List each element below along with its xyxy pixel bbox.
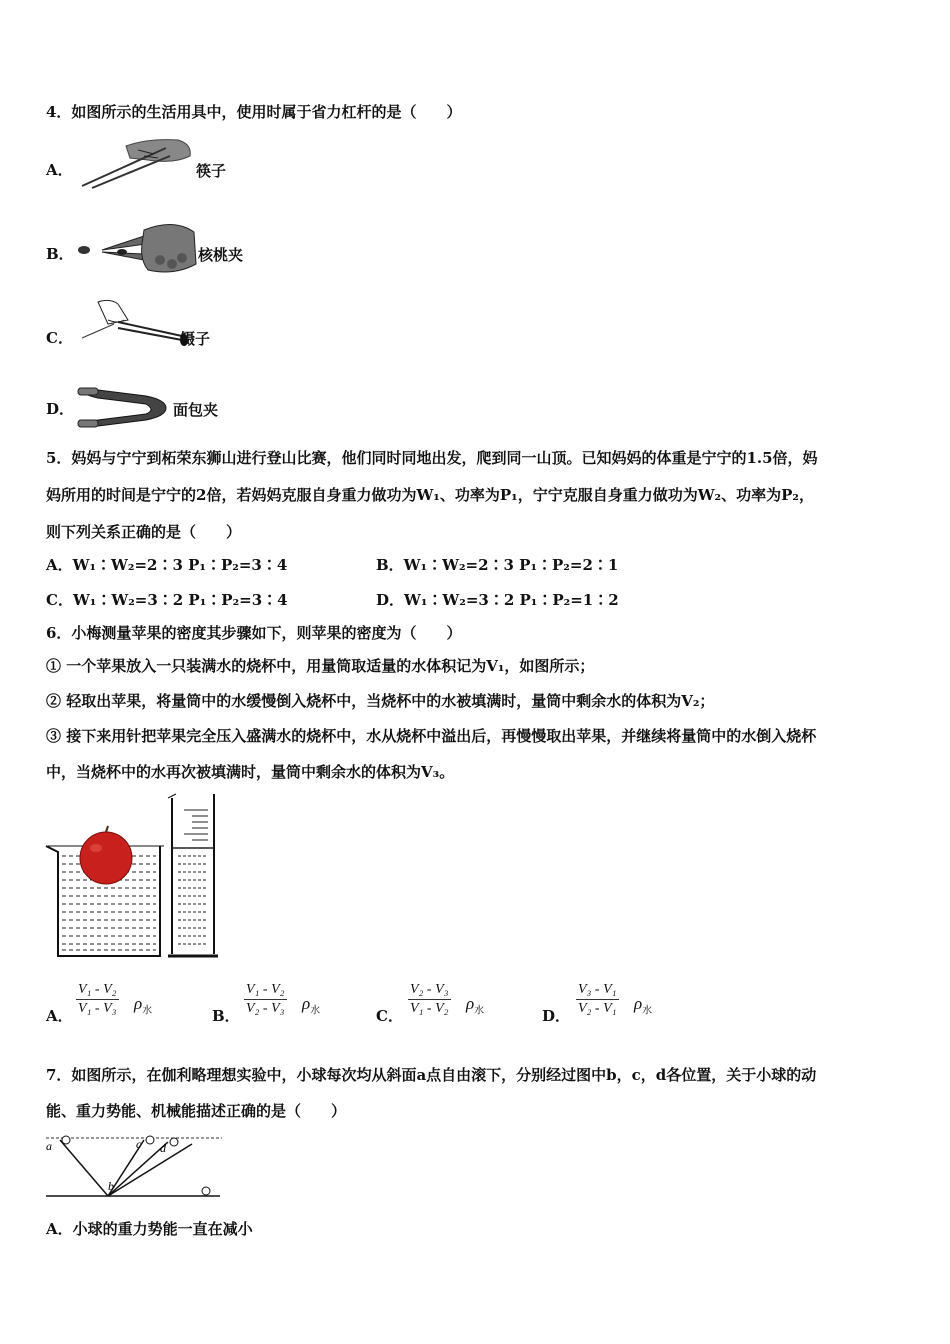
label-c: c (136, 1137, 142, 1151)
q4-option-d-letter: D． (46, 400, 75, 418)
q6-option-b-numerator: V₁ - V₂ (244, 982, 287, 1000)
q7-option-a: A．小球的重力势能一直在减小 (46, 1220, 253, 1238)
q6-step-1: ① 一个苹果放入一只装满水的烧杯中，用量筒取适量的水体积记为V₁，如图所示； (46, 657, 595, 675)
q5-option-b: B．W₁∶W₂=2∶3 P₁∶P₂=2∶1 (376, 556, 619, 574)
q6-step-2: ② 轻取出苹果，将量筒中的水缓慢倒入烧杯中，当烧杯中的水被填满时，量筒中剩余水的体积为V₂； (46, 692, 715, 710)
q5-option-a: A．W₁∶W₂=2∶3 P₁∶P₂=3∶4 (46, 556, 288, 574)
q6-option-b-fraction (244, 982, 287, 1017)
q6-option-b-letter: B． (212, 1007, 240, 1025)
q6-option-d-numerator: V₃ - V₁ (576, 982, 619, 1000)
q6-option-a-denominator: V₁ - V₃ (78, 1001, 117, 1016)
q6-option-b-density-symbol: $\rho_水$ (302, 994, 321, 1017)
q6-step-3: ③ 接下来用针把苹果完全压入盛满水的烧杯中，水从烧杯中溢出后，再慢慢取出苹果，并继续将量筒中的水倒入烧杯 (46, 727, 817, 745)
q5-option-d: D．W₁∶W₂=3∶2 P₁∶P₂=1∶2 (376, 591, 619, 609)
q6-option-a-fraction (76, 982, 119, 1017)
q6-option-b-denominator: V₂ - V₃ (246, 1001, 285, 1016)
q6-option-a-density-symbol: $\rho_水$ (134, 994, 153, 1017)
label-b: b (108, 1179, 114, 1193)
q4-option-b-letter: B． (46, 245, 74, 263)
q4-option-b-label: 核桃夹 (198, 246, 244, 264)
q6-step-3-continued: 中，当烧杯中的水再次被填满时，量筒中剩余水的体积为V₃。 (46, 763, 455, 781)
q6-option-c-fraction (408, 982, 451, 1017)
q6-option-c-denominator: V₁ - V₂ (410, 1001, 449, 1016)
chopsticks-illustration (78, 136, 196, 190)
q6-option-c-density-symbol: $\rho_水$ (466, 994, 485, 1017)
label-d: d (160, 1141, 166, 1155)
q5-option-c: C．W₁∶W₂=3∶2 P₁∶P₂=3∶4 (46, 591, 288, 609)
label-a: a (46, 1139, 52, 1153)
galileo-ramp-figure (44, 1134, 224, 1198)
q4-option-c-letter: C． (46, 329, 73, 347)
bread-tongs-illustration (76, 386, 172, 428)
q6-option-a-letter: A． (46, 1007, 73, 1025)
tweezers-illustration (78, 298, 188, 352)
q6-option-d-denominator: V₂ - V₁ (578, 1001, 617, 1016)
q4-option-d-label: 面包夹 (173, 401, 219, 419)
q5-stem-line-1: 5．妈妈与宁宁到柘荣东狮山进行登山比赛，他们同时同地出发，爬到同一山顶。已知妈妈的体重是宁宁的1.5倍，妈 (46, 449, 818, 467)
q4-option-a-label: 筷子 (196, 162, 227, 180)
beaker-apple-cylinder-figure (44, 790, 244, 962)
q6-option-c-numerator: V₂ - V₃ (408, 982, 451, 1000)
q6-option-d-letter: D． (542, 1007, 571, 1025)
q6-option-d-density-symbol: $\rho_水$ (634, 994, 653, 1017)
q6-option-a-numerator: V₁ - V₂ (76, 982, 119, 1000)
q6-option-c-letter: C． (376, 1007, 403, 1025)
q6-option-d-fraction (576, 982, 619, 1017)
q7-stem-line-1: 7．如图所示，在伽利略理想实验中，小球每次均从斜面a点自由滚下，分别经过图中b，c，d各位置，关于小球的动 (46, 1066, 817, 1084)
q4-option-a-letter: A． (46, 161, 73, 179)
q5-stem-line-3: 则下列关系正确的是（ ） (46, 523, 242, 541)
q4-option-c-label: 镊子 (180, 330, 211, 348)
q5-stem-line-2: 妈所用的时间是宁宁的2倍，若妈妈克服自身重力做功为W₁、功率为P₁，宁宁克服自身重力做功为W₂、功率为P₂， (46, 486, 814, 504)
q6-stem: 6．小梅测量苹果的密度其步骤如下，则苹果的密度为（ ） (46, 624, 462, 642)
q4-stem: 4．如图所示的生活用具中，使用时属于省力杠杆的是（ ） (46, 103, 462, 121)
q7-stem-line-2: 能、重力势能、机械能描述正确的是（ ） (46, 1102, 347, 1120)
nutcracker-illustration (74, 214, 198, 276)
